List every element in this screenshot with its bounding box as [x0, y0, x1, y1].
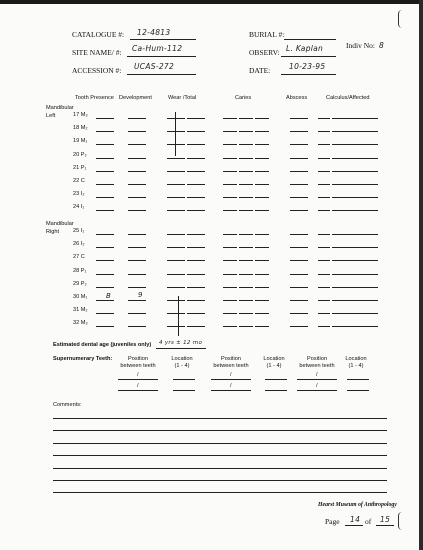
- supernumerary-slash: /: [137, 383, 139, 389]
- caries-line-a[interactable]: [223, 274, 237, 275]
- caries-line-b[interactable]: [239, 287, 253, 288]
- date-value[interactable]: 10-23-95: [289, 62, 326, 71]
- burial-line: [284, 39, 336, 40]
- development-line[interactable]: [128, 131, 146, 132]
- sn-location-2-b: (1 - 4): [266, 363, 282, 369]
- abscess-line[interactable]: [290, 171, 308, 172]
- wear-line-b[interactable]: [187, 158, 205, 159]
- accession-line: [127, 74, 196, 75]
- sn-position-3-b: between teeth: [299, 363, 335, 369]
- tooth-presence-line[interactable]: [96, 287, 114, 288]
- development-line[interactable]: [128, 158, 146, 159]
- tooth-label: 28 P₁: [73, 268, 87, 274]
- calculus-line-b[interactable]: [332, 287, 378, 288]
- accession-value[interactable]: UCAS-272: [134, 62, 175, 71]
- wear-line-b[interactable]: [187, 184, 205, 185]
- caries-line-a[interactable]: [223, 247, 237, 248]
- caries-line-b[interactable]: [239, 118, 253, 119]
- wear-line-b[interactable]: [187, 118, 205, 119]
- development-line[interactable]: [128, 197, 146, 198]
- tooth-presence-line[interactable]: [96, 184, 114, 185]
- tooth-presence-line[interactable]: [96, 158, 114, 159]
- caries-line-b[interactable]: [239, 326, 253, 327]
- supernumerary-position-field[interactable]: [118, 379, 158, 380]
- tooth-label: 31 M₂: [73, 307, 88, 313]
- sn-location-2-a: Location: [263, 356, 285, 362]
- catalogue-label: CATALOGUE #:: [72, 30, 125, 39]
- caries-line-b[interactable]: [239, 247, 253, 248]
- section-mandibular-right-heading: Mandibular: [46, 221, 74, 227]
- sn-position-2-b: between teeth: [213, 363, 249, 369]
- wear-line-b[interactable]: [187, 260, 205, 261]
- wear-line-a[interactable]: [167, 171, 185, 172]
- supernumerary-location-field[interactable]: [265, 390, 287, 391]
- caries-line-a[interactable]: [223, 313, 237, 314]
- calculus-line-b[interactable]: [332, 326, 378, 327]
- section-mandibular-left-heading: Mandibular: [46, 105, 74, 111]
- calculus-line-b[interactable]: [332, 158, 378, 159]
- supernumerary-slash: /: [316, 372, 318, 378]
- abscess-line[interactable]: [290, 197, 308, 198]
- development-line[interactable]: [128, 300, 146, 301]
- development-line[interactable]: [128, 144, 146, 145]
- date-label: DATE:: [249, 66, 271, 75]
- caries-line-b[interactable]: [239, 234, 253, 235]
- caries-line-a[interactable]: [223, 171, 237, 172]
- caries-line-a[interactable]: [223, 234, 237, 235]
- calculus-line-a[interactable]: [318, 313, 330, 314]
- calculus-line-b[interactable]: [332, 118, 378, 119]
- calculus-line-a[interactable]: [318, 131, 330, 132]
- col-abscess: Abscess: [286, 95, 308, 101]
- caries-line-c[interactable]: [255, 313, 269, 314]
- punch-hole-bottom: [398, 512, 407, 530]
- wear-line-b[interactable]: [187, 287, 205, 288]
- dental-age-label: Estimated dental age (juveniles only): [53, 342, 152, 348]
- tooth-presence-line[interactable]: [96, 234, 114, 235]
- site-value[interactable]: Ca-Hum-112: [132, 44, 183, 53]
- wear-line-a[interactable]: [167, 300, 185, 301]
- abscess-line[interactable]: [290, 234, 308, 235]
- museum-name: Hearst Museum of Anthropology: [318, 502, 397, 508]
- tooth-presence-line[interactable]: [96, 260, 114, 261]
- sn-location-3-a: Location: [345, 356, 367, 362]
- development-line[interactable]: [128, 287, 146, 288]
- tooth-presence-line[interactable]: [96, 313, 114, 314]
- wear-mark-left: [175, 112, 176, 156]
- caries-line-a[interactable]: [223, 184, 237, 185]
- caries-line-b[interactable]: [239, 197, 253, 198]
- wear-line-a[interactable]: [167, 131, 185, 132]
- wear-line-a[interactable]: [167, 274, 185, 275]
- page-total-value[interactable]: 15: [380, 515, 391, 524]
- development-line[interactable]: [128, 210, 146, 211]
- wear-line-b[interactable]: [187, 197, 205, 198]
- caries-line-a[interactable]: [223, 144, 237, 145]
- caries-line-b[interactable]: [239, 300, 253, 301]
- caries-line-c[interactable]: [255, 171, 269, 172]
- calculus-line-b[interactable]: [332, 171, 378, 172]
- wear-mark-right: [178, 296, 179, 336]
- calculus-line-b[interactable]: [332, 313, 378, 314]
- calculus-line-b[interactable]: [332, 131, 378, 132]
- sn-position-3-a: Position: [307, 356, 327, 362]
- comment-line[interactable]: [53, 430, 387, 431]
- calculus-line-b[interactable]: [332, 197, 378, 198]
- col-wear: Wear /Total: [168, 95, 197, 101]
- development-line[interactable]: [128, 274, 146, 275]
- dental-age-line: [156, 348, 206, 349]
- sn-location-3-b: (1 - 4): [348, 363, 364, 369]
- caries-line-c[interactable]: [255, 158, 269, 159]
- wear-line-b[interactable]: [187, 144, 205, 145]
- tooth-label: 21 P₁: [73, 165, 87, 171]
- caries-line-b[interactable]: [239, 260, 253, 261]
- abscess-line[interactable]: [290, 313, 308, 314]
- supernumerary-location-field[interactable]: [173, 390, 195, 391]
- accession-label: ACCESSION #:: [72, 66, 122, 75]
- comment-line[interactable]: [53, 455, 387, 456]
- tooth-label: 22 C: [73, 178, 85, 184]
- abscess-line[interactable]: [290, 118, 308, 119]
- sn-location-1-a: Location: [171, 356, 193, 362]
- calculus-line-b[interactable]: [332, 234, 378, 235]
- section-mandibular-left-side: Left: [46, 113, 56, 119]
- abscess-line[interactable]: [290, 158, 308, 159]
- development-line[interactable]: [128, 118, 146, 119]
- tooth-presence-line[interactable]: [96, 274, 114, 275]
- calculus-line-a[interactable]: [318, 247, 330, 248]
- abscess-line[interactable]: [290, 210, 308, 211]
- caries-line-b[interactable]: [239, 210, 253, 211]
- catalogue-value[interactable]: 12-4813: [137, 28, 171, 37]
- tooth-label: 30 M₁: [73, 294, 88, 300]
- caries-line-a[interactable]: [223, 197, 237, 198]
- page-number-value[interactable]: 14: [350, 515, 361, 524]
- tooth-development-value[interactable]: 9: [138, 291, 143, 299]
- development-line[interactable]: [128, 313, 146, 314]
- calculus-line-a[interactable]: [318, 144, 330, 145]
- comment-line[interactable]: [53, 468, 387, 469]
- wear-line-a[interactable]: [167, 260, 185, 261]
- caries-line-b[interactable]: [239, 184, 253, 185]
- observer-line: [281, 56, 336, 57]
- supernumerary-position-field[interactable]: [118, 390, 158, 391]
- caries-line-b[interactable]: [239, 131, 253, 132]
- wear-line-b[interactable]: [187, 247, 205, 248]
- abscess-line[interactable]: [290, 274, 308, 275]
- caries-line-c[interactable]: [255, 274, 269, 275]
- abscess-line[interactable]: [290, 131, 308, 132]
- punch-hole-top: [398, 10, 407, 28]
- supernumerary-slash: /: [316, 383, 318, 389]
- date-line: [281, 74, 336, 75]
- calculus-line-b[interactable]: [332, 247, 378, 248]
- tooth-presence-line[interactable]: [96, 326, 114, 327]
- tooth-label: 20 P₂: [73, 152, 87, 158]
- caries-line-b[interactable]: [239, 313, 253, 314]
- calculus-line-a[interactable]: [318, 234, 330, 235]
- caries-line-c[interactable]: [255, 131, 269, 132]
- tooth-presence-line[interactable]: [96, 197, 114, 198]
- comment-line[interactable]: [53, 480, 387, 481]
- site-line: [127, 56, 196, 57]
- tooth-label: 26 I₂: [73, 241, 85, 247]
- col-tooth-presence: Tooth Presence: [75, 95, 114, 101]
- calculus-line-a[interactable]: [318, 184, 330, 185]
- catalogue-line: [130, 39, 196, 40]
- development-line[interactable]: [128, 247, 146, 248]
- calculus-line-b[interactable]: [332, 300, 378, 301]
- caries-line-b[interactable]: [239, 171, 253, 172]
- abscess-line[interactable]: [290, 144, 308, 145]
- sn-location-1-b: (1 - 4): [174, 363, 190, 369]
- indiv-label: Indiv No:: [346, 41, 375, 50]
- caries-line-c[interactable]: [255, 260, 269, 261]
- col-development: Development: [119, 95, 152, 101]
- col-calculus: Calculus/Affected: [326, 95, 370, 101]
- caries-line-c[interactable]: [255, 326, 269, 327]
- comment-line[interactable]: [53, 492, 387, 493]
- caries-line-a[interactable]: [223, 210, 237, 211]
- wear-line-a[interactable]: [167, 326, 185, 327]
- col-caries: Caries: [235, 95, 252, 101]
- calculus-line-b[interactable]: [332, 260, 378, 261]
- of-label: of: [365, 517, 372, 526]
- caries-line-c[interactable]: [255, 210, 269, 211]
- caries-line-a[interactable]: [223, 158, 237, 159]
- caries-line-c[interactable]: [255, 118, 269, 119]
- abscess-line[interactable]: [290, 260, 308, 261]
- supernumerary-location-field[interactable]: [173, 379, 195, 380]
- wear-line-b[interactable]: [187, 210, 205, 211]
- wear-line-a[interactable]: [167, 184, 185, 185]
- calculus-line-a[interactable]: [318, 118, 330, 119]
- wear-line-b[interactable]: [187, 300, 205, 301]
- tooth-label: 23 I₂: [73, 191, 85, 197]
- calculus-line-b[interactable]: [332, 144, 378, 145]
- development-line[interactable]: [128, 326, 146, 327]
- caries-line-b[interactable]: [239, 144, 253, 145]
- supernumerary-label: Supernumerary Teeth:: [53, 356, 113, 362]
- wear-line-b[interactable]: [187, 274, 205, 275]
- burial-label: BURIAL #:: [249, 30, 285, 39]
- caries-line-c[interactable]: [255, 184, 269, 185]
- wear-line-a[interactable]: [167, 144, 185, 145]
- supernumerary-slash: /: [230, 372, 232, 378]
- page-total-line: [376, 525, 394, 526]
- caries-line-a[interactable]: [223, 131, 237, 132]
- abscess-line[interactable]: [290, 326, 308, 327]
- caries-line-a[interactable]: [223, 326, 237, 327]
- caries-line-b[interactable]: [239, 274, 253, 275]
- sn-position-1-b: between teeth: [120, 363, 156, 369]
- page-number-line: [345, 525, 363, 526]
- section-mandibular-right-side: Right: [46, 229, 60, 235]
- caries-line-b[interactable]: [239, 158, 253, 159]
- page-label: Page: [325, 517, 340, 526]
- supernumerary-slash: /: [230, 383, 232, 389]
- calculus-line-a[interactable]: [318, 287, 330, 288]
- supernumerary-slash: /: [137, 372, 139, 378]
- observer-value[interactable]: L. Kaplan: [286, 44, 324, 53]
- supernumerary-position-field[interactable]: [211, 379, 251, 380]
- caries-line-c[interactable]: [255, 197, 269, 198]
- calculus-line-b[interactable]: [332, 274, 378, 275]
- tooth-presence-value[interactable]: B: [106, 292, 112, 300]
- wear-line-b[interactable]: [187, 313, 205, 314]
- wear-line-a[interactable]: [167, 234, 185, 235]
- caries-line-a[interactable]: [223, 260, 237, 261]
- caries-line-c[interactable]: [255, 234, 269, 235]
- development-line[interactable]: [128, 260, 146, 261]
- calculus-line-a[interactable]: [318, 300, 330, 301]
- tooth-label: 29 P₂: [73, 281, 87, 287]
- caries-line-a[interactable]: [223, 300, 237, 301]
- calculus-line-b[interactable]: [332, 210, 378, 211]
- development-line[interactable]: [128, 184, 146, 185]
- tooth-label: 27 C: [73, 254, 85, 260]
- caries-line-a[interactable]: [223, 287, 237, 288]
- caries-line-c[interactable]: [255, 144, 269, 145]
- wear-line-b[interactable]: [187, 326, 205, 327]
- development-line[interactable]: [128, 171, 146, 172]
- comments-label: Comments:: [53, 402, 82, 408]
- calculus-line-a[interactable]: [318, 158, 330, 159]
- tooth-label: 25 I₁: [73, 228, 85, 234]
- tooth-presence-line[interactable]: [96, 144, 114, 145]
- tooth-presence-line[interactable]: [96, 171, 114, 172]
- caries-line-c[interactable]: [255, 247, 269, 248]
- caries-line-c[interactable]: [255, 287, 269, 288]
- wear-line-a[interactable]: [167, 210, 185, 211]
- abscess-line[interactable]: [290, 300, 308, 301]
- abscess-line[interactable]: [290, 287, 308, 288]
- dental-age-value[interactable]: 4 yrs ± 12 mo: [159, 340, 203, 346]
- sn-position-1-a: Position: [128, 356, 148, 362]
- observer-label: OBSERV:: [249, 48, 280, 57]
- abscess-line[interactable]: [290, 247, 308, 248]
- supernumerary-location-field[interactable]: [347, 379, 369, 380]
- supernumerary-position-field[interactable]: [297, 379, 337, 380]
- wear-line-a[interactable]: [167, 158, 185, 159]
- calculus-line-b[interactable]: [332, 184, 378, 185]
- wear-line-a[interactable]: [167, 287, 185, 288]
- supernumerary-position-field[interactable]: [211, 390, 251, 391]
- supernumerary-position-field[interactable]: [297, 390, 337, 391]
- wear-line-a[interactable]: [167, 313, 185, 314]
- calculus-line-a[interactable]: [318, 197, 330, 198]
- tooth-presence-line[interactable]: [96, 131, 114, 132]
- tooth-presence-line[interactable]: [96, 247, 114, 248]
- tooth-label: 18 M₂: [73, 125, 88, 131]
- wear-line-a[interactable]: [167, 197, 185, 198]
- calculus-line-a[interactable]: [318, 260, 330, 261]
- supernumerary-location-field[interactable]: [347, 390, 369, 391]
- wear-line-a[interactable]: [167, 118, 185, 119]
- wear-line-a[interactable]: [167, 247, 185, 248]
- abscess-line[interactable]: [290, 184, 308, 185]
- tooth-label: 17 M₃: [73, 112, 88, 118]
- comment-line[interactable]: [53, 418, 387, 419]
- tooth-label: 24 I₁: [73, 204, 85, 210]
- site-label: SITE NAME/ #:: [72, 48, 122, 57]
- sn-position-2-a: Position: [221, 356, 241, 362]
- development-line[interactable]: [128, 234, 146, 235]
- tooth-label: 32 M₃: [73, 320, 88, 326]
- calculus-line-a[interactable]: [318, 326, 330, 327]
- calculus-line-a[interactable]: [318, 274, 330, 275]
- wear-line-b[interactable]: [187, 234, 205, 235]
- calculus-line-a[interactable]: [318, 210, 330, 211]
- supernumerary-location-field[interactable]: [265, 379, 287, 380]
- tooth-presence-line[interactable]: [96, 300, 114, 301]
- caries-line-a[interactable]: [223, 118, 237, 119]
- tooth-presence-line[interactable]: [96, 118, 114, 119]
- tooth-presence-line[interactable]: [96, 210, 114, 211]
- calculus-line-a[interactable]: [318, 171, 330, 172]
- wear-line-b[interactable]: [187, 171, 205, 172]
- comment-line[interactable]: [53, 443, 387, 444]
- caries-line-c[interactable]: [255, 300, 269, 301]
- wear-line-b[interactable]: [187, 131, 205, 132]
- indiv-value[interactable]: 8: [379, 41, 385, 50]
- tooth-label: 19 M₁: [73, 138, 88, 144]
